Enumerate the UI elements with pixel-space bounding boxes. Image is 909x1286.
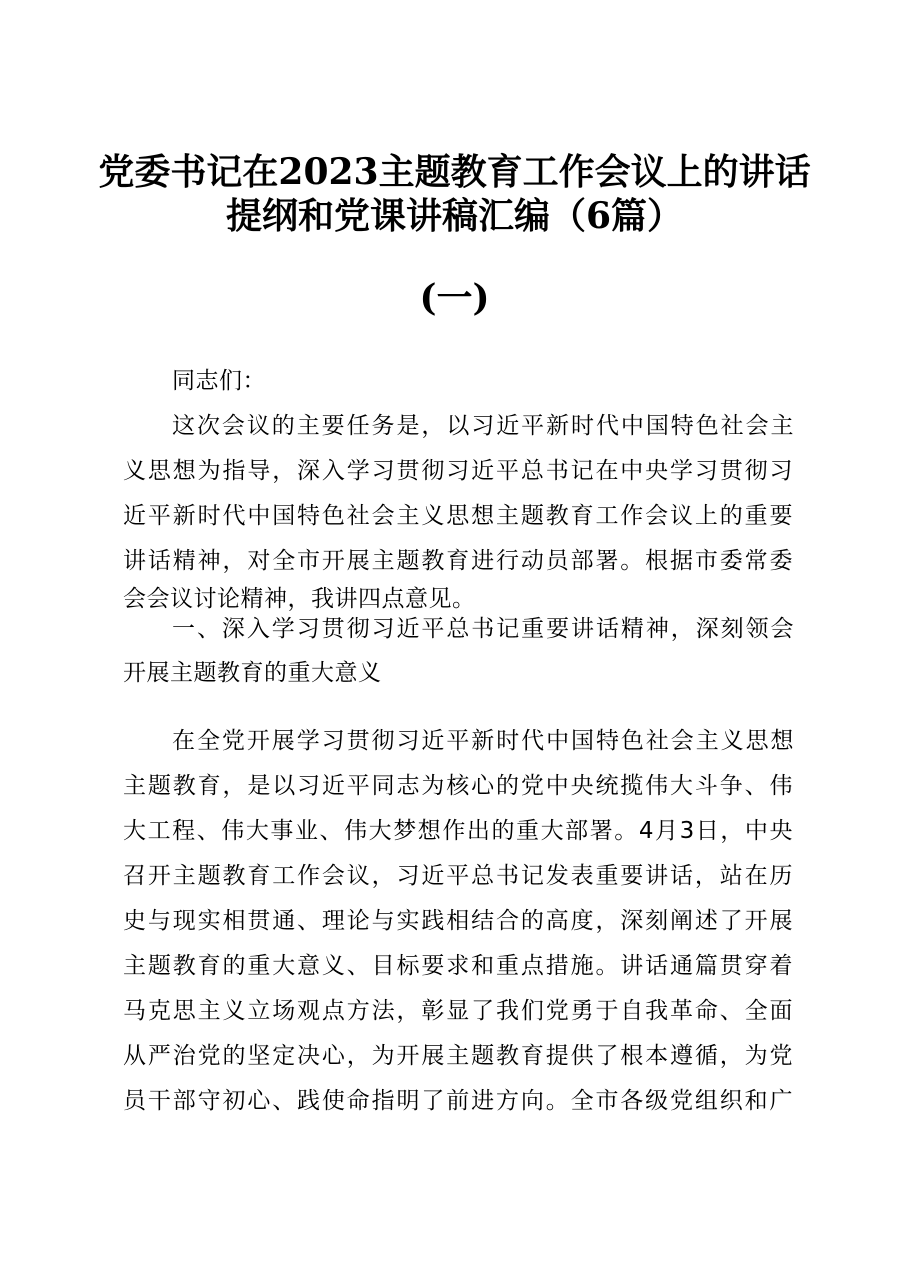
paragraph-line: 在全党开展学习贯彻习近平新时代中国特色社会主义思想 (172, 728, 794, 754)
paragraph-line: 召开主题教育工作会议，习近平总书记发表重要讲话，站在历 (123, 863, 793, 889)
paragraph-line: 马克思主义立场观点方法，彰显了我们党勇于自我革命、全面 (123, 998, 793, 1024)
paragraph-line: 主题教育的重大意义、目标要求和重点措施。讲话通篇贯穿着 (123, 953, 793, 979)
paragraph-line: 义思想为指导，深入学习贯彻习近平总书记在中央学习贯彻习 (123, 458, 793, 484)
paragraph-line: 史与现实相贯通、理论与实践相结合的高度，深刻阐述了开展 (123, 908, 793, 934)
paragraph-line: 员干部守初心、践使命指明了前进方向。全市各级党组织和广 (123, 1088, 793, 1114)
paragraph-line: 主题教育，是以习近平同志为核心的党中央统揽伟大斗争、伟 (123, 773, 793, 799)
document-title-line-2: 提纲和党课讲稿汇编（6篇） (225, 195, 684, 237)
salutation: 同志们： (172, 368, 266, 394)
heading-line: 开展主题教育的重大意义 (123, 660, 382, 686)
paragraph-line: 大工程、伟大事业、伟大梦想作出的重大部署。4月3日，中央 (123, 818, 793, 844)
document-title-line-1: 党委书记在2023主题教育工作会议上的讲话 (98, 151, 811, 193)
paragraph-line: 近平新时代中国特色社会主义思想主题教育工作会议上的重要 (123, 503, 793, 529)
section-heading: (一) (419, 277, 490, 319)
paragraph-line: 这次会议的主要任务是，以习近平新时代中国特色社会主 (172, 413, 794, 439)
paragraph-line: 会会议讨论精神，我讲四点意见。 (123, 586, 476, 612)
heading-line: 一、深入学习贯彻习近平总书记重要讲话精神，深刻领会 (172, 616, 794, 642)
paragraph-line: 讲话精神，对全市开展主题教育进行动员部署。根据市委常委 (123, 548, 793, 574)
paragraph-line: 从严治党的坚定决心，为开展主题教育提供了根本遵循，为党 (123, 1043, 793, 1069)
